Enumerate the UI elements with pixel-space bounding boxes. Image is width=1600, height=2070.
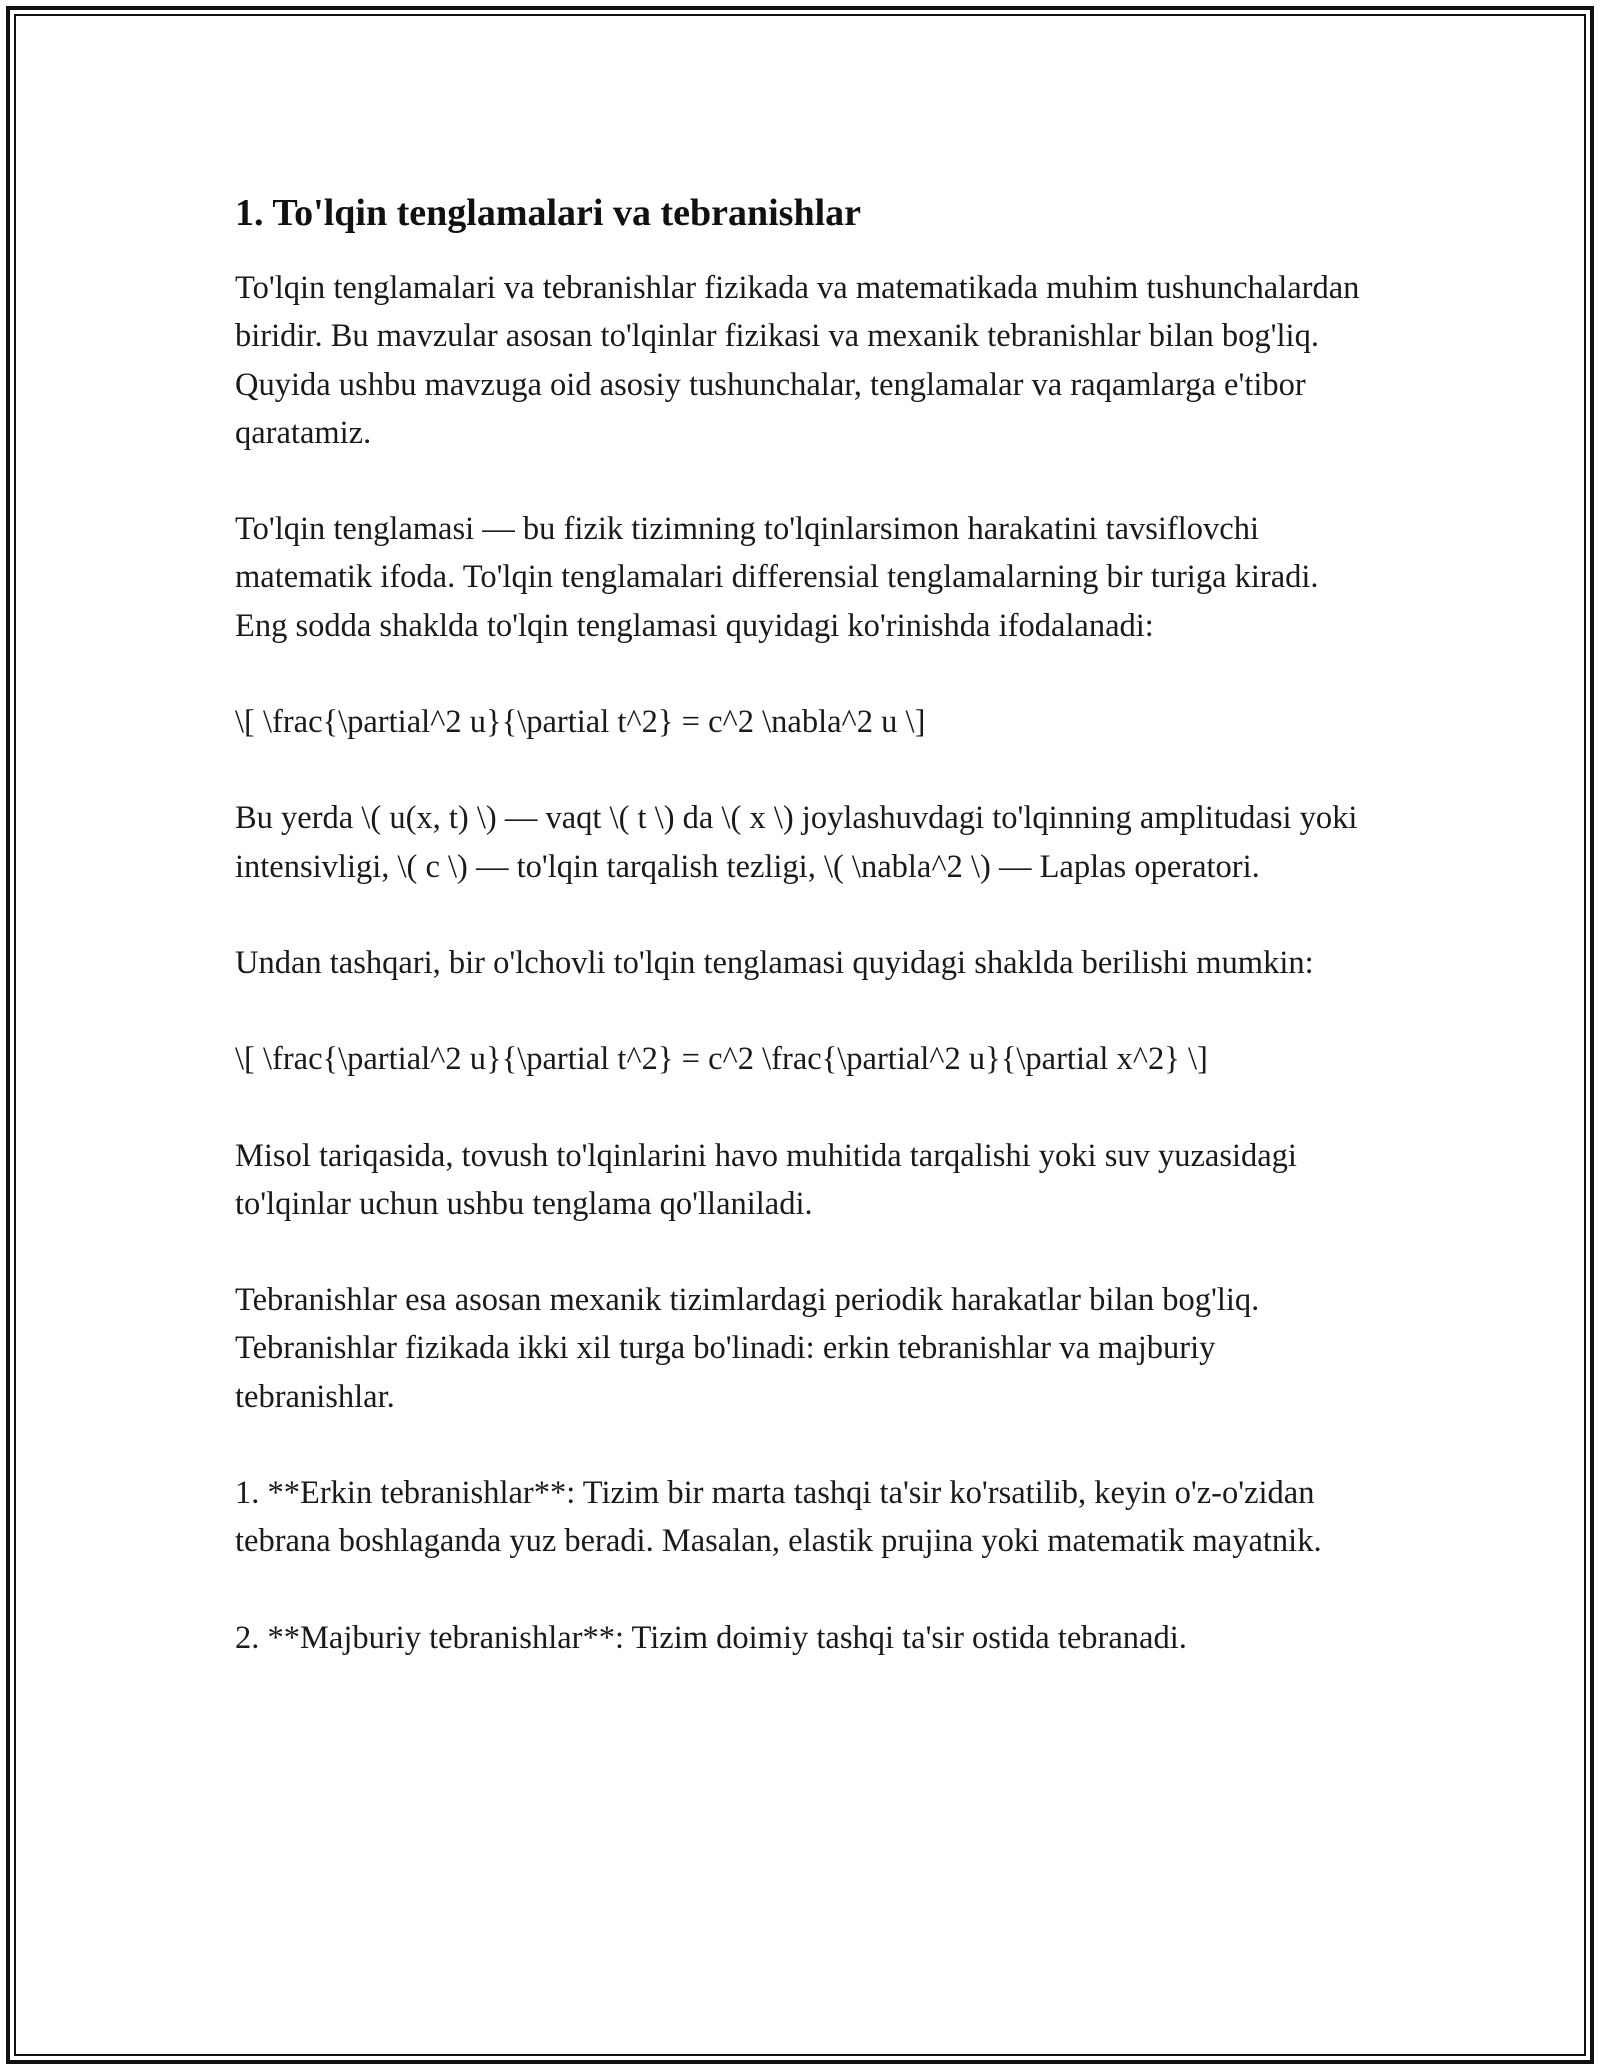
free-oscillations-item: 1. **Erkin tebranishlar**: Tizim bir marta tashqi ta'sir ko'rsatilib, keyin o'z-o'zidan tebrana boshlaganda yuz beradi. Masalan, elastik prujina yoki matematik mayatnik. bbox=[235, 1475, 1322, 1560]
document-body bbox=[235, 186, 1365, 1710]
wave-equation-definition-paragraph: To'lqin tenglamasi — bu fizik tizimning to'lqinlarsimon harakatini tavsiflovchi matematik ifoda. To'lqin tenglamalari differensial tenglamalarning bir turiga kiradi. Eng sodda shaklda to'lqin tenglamasi quyidagi ko'rinishda ifodalanadi: bbox=[235, 511, 1319, 644]
one-dimensional-intro-paragraph: Undan tashqari, bir o'lchovli to'lqin tenglamasi quyidagi shaklda berilishi mumkin: bbox=[235, 944, 1314, 981]
section-heading: 1. To'lqin tenglamalari va tebranishlar bbox=[235, 192, 862, 234]
intro-paragraph: To'lqin tenglamalari va tebranishlar fizikada va matematikada muhim tushunchalardan biridir. Bu mavzular asosan to'lqinlar fizikasi va mexanik tebranishlar bilan bog'liq. Quyida ushbu mavzuga oid asosiy tushunchalar, tenglamalar va raqamlarga e'tibor qaratamiz. bbox=[235, 270, 1360, 451]
formula-explanation-paragraph: Bu yerda \( u(x, t) \) — vaqt \( t \) da \( x \) joylashuvdagi to'lqinning amplitudasi yoki intensivligi, \( c \) — to'lqin tarqalish tezligi, \( \nabla^2 \) — Laplas operatori. bbox=[235, 800, 1358, 885]
forced-oscillations-item: 2. **Majburiy tebranishlar**: Tizim doimiy tashqi ta'sir ostida tebranadi. bbox=[235, 1619, 1187, 1656]
one-dimensional-wave-formula: \[ \frac{\partial^2 u}{\partial t^2} = c^2 \frac{\partial^2 u}{\partial x^2} \] bbox=[235, 1041, 1208, 1078]
wave-equation-formula: \[ \frac{\partial^2 u}{\partial t^2} = c^2 \nabla^2 u \] bbox=[235, 704, 926, 741]
example-paragraph: Misol tariqasida, tovush to'lqinlarini havo muhitida tarqalishi yoki suv yuzasidagi to'lqinlar uchun ushbu tenglama qo'llaniladi. bbox=[235, 1137, 1297, 1222]
oscillations-paragraph: Tebranishlar esa asosan mexanik tizimlardagi periodik harakatlar bilan bog'liq. Tebranishlar fizikada ikki xil turga bo'linadi: erkin tebranishlar va majburiy tebranishlar. bbox=[235, 1282, 1260, 1415]
